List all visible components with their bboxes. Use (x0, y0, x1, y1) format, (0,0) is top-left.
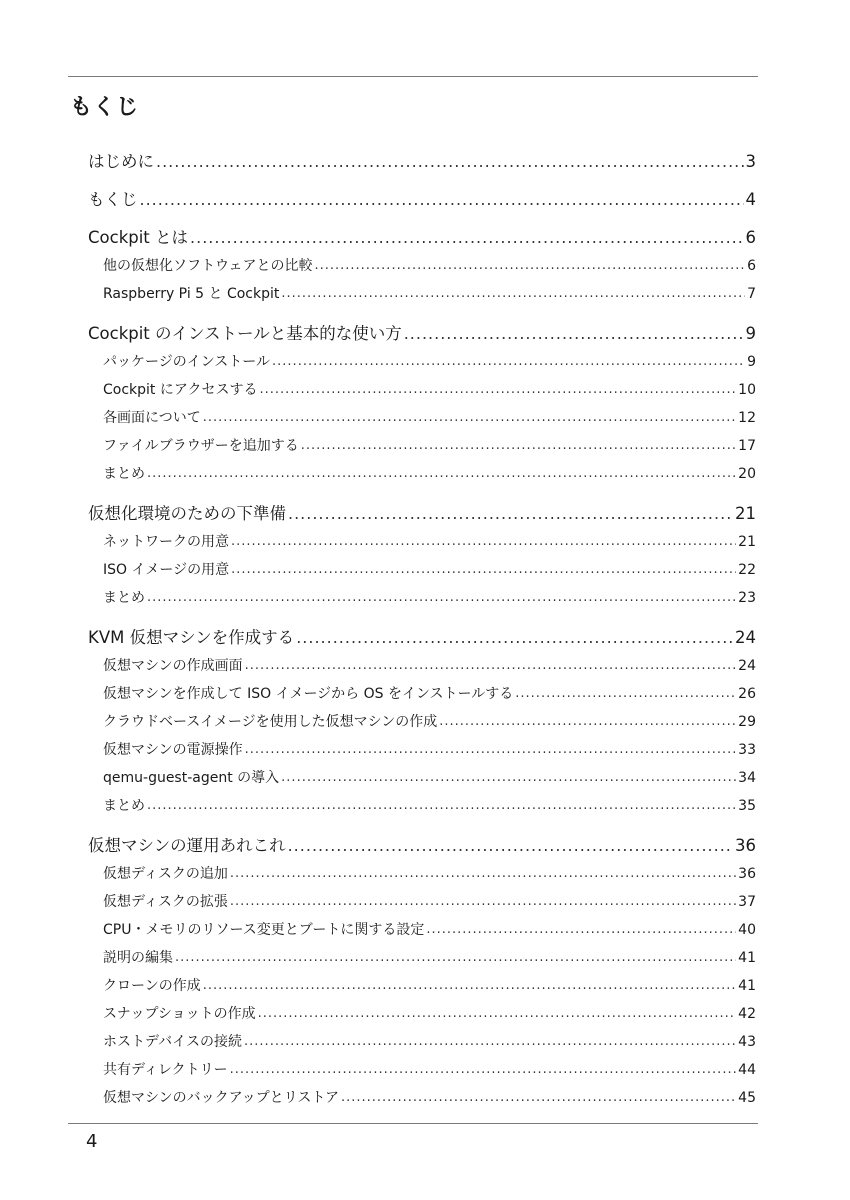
dot-leader (175, 944, 736, 972)
toc-entry-title: パッケージのインストール (103, 354, 271, 370)
dot-leader (515, 680, 736, 708)
toc-entry-page: 36 (738, 866, 756, 882)
toc-entry-page: 34 (738, 770, 756, 786)
dot-leader (230, 888, 736, 916)
toc-entry-page: 37 (738, 894, 756, 910)
page-number: 4 (86, 1131, 98, 1152)
toc-chapter-entry[interactable] (88, 150, 756, 174)
dot-leader (230, 860, 736, 888)
toc-entry-title: 各画面について (103, 410, 201, 426)
toc-entry-title: ネットワークの用意 (103, 534, 229, 550)
toc-section-entry[interactable] (88, 528, 756, 556)
dot-leader (281, 764, 736, 792)
dot-leader (245, 736, 737, 764)
dot-leader (231, 556, 736, 584)
toc-entry-title: はじめに (88, 152, 154, 171)
toc-entry-page: 26 (738, 686, 756, 702)
toc-entry-title: Cockpit とは (88, 228, 189, 247)
dot-leader (147, 584, 736, 612)
dot-leader (281, 280, 745, 308)
dot-leader (230, 1056, 737, 1084)
toc-entry-page: 43 (738, 1034, 756, 1050)
toc-entry-page: 24 (738, 658, 756, 674)
toc-entry-title: 共有ディレクトリー (103, 1062, 228, 1078)
toc-section-entry[interactable] (88, 432, 756, 460)
toc-chapter-entry[interactable] (88, 502, 756, 526)
toc-entry-page: 12 (738, 410, 756, 426)
toc-entry-page: 7 (747, 286, 756, 302)
toc-entry-page: 36 (735, 836, 756, 855)
toc-section-entry[interactable] (88, 1084, 756, 1112)
dot-leader (258, 1000, 737, 1028)
dot-leader (231, 528, 736, 556)
toc-entry-title: まとめ (103, 466, 145, 482)
toc-entry-page: 20 (738, 466, 756, 482)
toc-entry-page: 24 (735, 628, 756, 647)
toc-entry-title: 仮想マシンの運用あれこれ (88, 836, 286, 855)
toc-entry-page: 44 (738, 1062, 756, 1078)
toc-entry-title: Raspberry Pi 5 と Cockpit (103, 286, 280, 302)
toc-section-entry[interactable] (88, 1056, 756, 1084)
toc-section-entry[interactable] (88, 1000, 756, 1028)
toc-entry-title: スナップショットの作成 (103, 1006, 256, 1022)
toc-entry-title: 仮想マシンの作成画面 (103, 658, 243, 674)
dot-leader (288, 834, 733, 858)
toc-entry-page: 41 (738, 950, 756, 966)
dot-leader (426, 916, 736, 944)
toc-section-entry[interactable] (88, 584, 756, 612)
toc-entry-title: Cockpit にアクセスする (103, 382, 258, 398)
toc-section-entry[interactable] (88, 792, 756, 820)
toc-entry-title: 仮想マシンのバックアップとリストア (103, 1090, 339, 1106)
toc-entry-title: KVM 仮想マシンを作成する (88, 628, 295, 647)
dot-leader (203, 972, 736, 1000)
toc-entry-title: まとめ (103, 798, 145, 814)
dot-leader (296, 626, 733, 650)
toc-entry-page: 42 (738, 1006, 756, 1022)
toc-entry-title: 仮想化環境のための下準備 (88, 504, 286, 523)
toc-entry-page: 29 (738, 714, 756, 730)
dot-leader (404, 322, 744, 346)
toc-chapter-entry[interactable] (88, 834, 756, 858)
toc-entry-title: クローンの作成 (103, 978, 201, 994)
toc-entry-page: 33 (738, 742, 756, 758)
dot-leader (272, 348, 745, 376)
toc-chapter-entry[interactable] (88, 626, 756, 650)
toc-entry-title: もくじ (88, 190, 138, 209)
toc-section-entry[interactable] (88, 888, 756, 916)
toc-entry-page: 9 (745, 324, 756, 343)
toc-entry-title: 仮想マシンの電源操作 (103, 742, 243, 758)
dot-leader (245, 652, 737, 680)
dot-leader (314, 252, 745, 280)
toc-entry-page: 41 (738, 978, 756, 994)
toc-entry-page: 4 (745, 190, 756, 209)
toc-entry-title: 仮想ディスクの追加 (103, 866, 228, 882)
toc-section-entry[interactable] (88, 972, 756, 1000)
toc-entry-page: 21 (738, 534, 756, 550)
toc-entry-title: 説明の編集 (103, 950, 173, 966)
dot-leader (259, 376, 736, 404)
toc-section-entry[interactable] (88, 280, 756, 308)
toc-section-entry[interactable] (88, 1028, 756, 1056)
toc-section-entry[interactable] (88, 944, 756, 972)
toc-section-entry[interactable] (88, 860, 756, 888)
dot-leader (301, 432, 736, 460)
toc-entry-title: CPU・メモリのリソース変更とブートに関する設定 (103, 922, 425, 938)
dot-leader (147, 792, 736, 820)
toc-entry-title: 仮想マシンを作成して ISO イメージから OS をインストールする (103, 686, 514, 702)
toc-section-entry[interactable] (88, 556, 756, 584)
dot-leader (244, 1028, 736, 1056)
toc-section-entry[interactable] (88, 404, 756, 432)
toc-entry-page: 45 (738, 1090, 756, 1106)
toc-entry-page: 9 (747, 354, 756, 370)
toc-entry-title: ファイルブラウザーを追加する (103, 438, 299, 454)
toc-section-entry[interactable] (88, 680, 756, 708)
toc-entry-title: 仮想ディスクの拡張 (103, 894, 228, 910)
page-title: もくじ (70, 95, 140, 120)
dot-leader (190, 226, 743, 250)
dot-leader (156, 150, 744, 174)
toc-entry-page: 3 (745, 152, 756, 171)
toc-entry-page: 22 (738, 562, 756, 578)
toc-chapter-entry[interactable] (88, 226, 756, 250)
toc-section-entry[interactable] (88, 252, 756, 280)
toc-entry-page: 35 (738, 798, 756, 814)
header-rule (68, 76, 758, 77)
toc-section-entry[interactable] (88, 916, 756, 944)
dot-leader (147, 460, 736, 488)
toc-entry-title: 他の仮想化ソフトウェアとの比較 (103, 258, 313, 274)
toc-entry-page: 40 (738, 922, 756, 938)
toc-chapter-entry[interactable] (88, 188, 756, 212)
toc-entry-title: qemu-guest-agent の導入 (103, 770, 280, 786)
toc-entry-title: ISO イメージの用意 (103, 562, 230, 578)
toc-entry-title: クラウドベースイメージを使用した仮想マシンの作成 (103, 714, 438, 730)
toc-entry-title: ホストデバイスの接続 (103, 1034, 243, 1050)
toc-entry-title: Cockpit のインストールと基本的な使い方 (88, 324, 402, 343)
toc-entry-title: まとめ (103, 590, 145, 606)
toc-section-entry[interactable] (88, 736, 756, 764)
footer-rule (68, 1123, 758, 1124)
toc-section-entry[interactable] (88, 708, 756, 736)
toc-entry-page: 6 (747, 258, 756, 274)
toc-section-entry[interactable] (88, 348, 756, 376)
toc-entry-page: 21 (735, 504, 756, 523)
toc-entry-page: 6 (745, 228, 756, 247)
toc-chapter-entry[interactable] (88, 322, 756, 346)
toc-entry-page: 10 (738, 382, 756, 398)
toc-section-entry[interactable] (88, 376, 756, 404)
toc-section-entry[interactable] (88, 764, 756, 792)
toc-section-entry[interactable] (88, 652, 756, 680)
dot-leader (288, 502, 733, 526)
table-of-contents (88, 150, 756, 1112)
dot-leader (341, 1084, 736, 1112)
dot-leader (140, 188, 744, 212)
dot-leader (203, 404, 736, 432)
dot-leader (439, 708, 736, 736)
toc-entry-page: 17 (738, 438, 756, 454)
toc-entry-page: 23 (738, 590, 756, 606)
toc-section-entry[interactable] (88, 460, 756, 488)
